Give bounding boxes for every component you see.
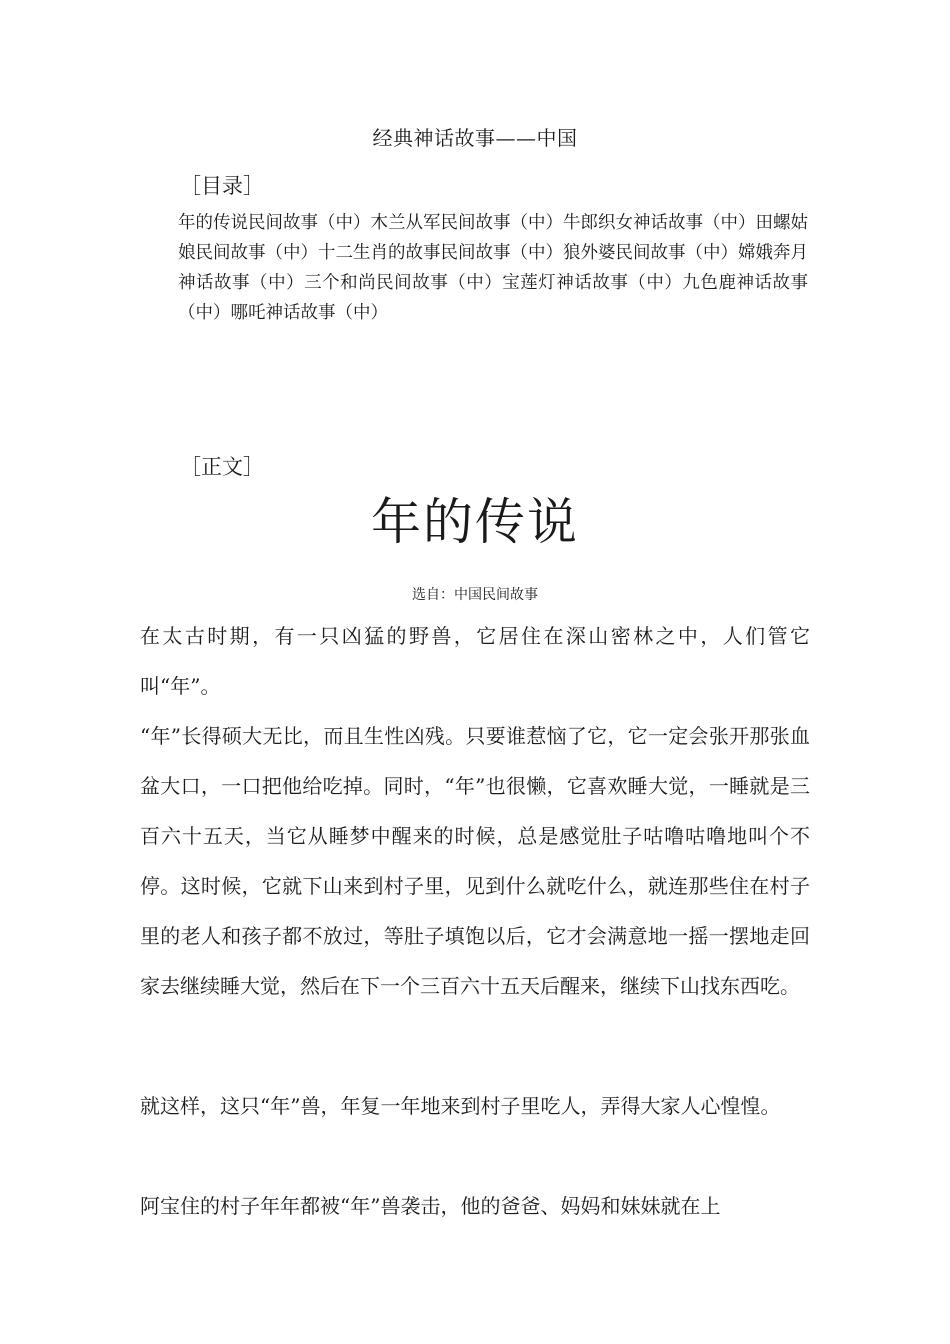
body-label: ［正文］ — [180, 455, 264, 479]
story-title: 年的传说 — [371, 493, 579, 551]
paragraph: “年”长得硕大无比，而且生性凶残。只要谁惹恼了它，它一定会张开那张血盆大口，一口把他给吃掉。同时，“年”也很懒，它喜欢睡大觉，一睡就是三百六十五天，当它从睡梦中醒来的时候，总是感觉肚子咕噜咕噜地叫个不停。这时候，它就下山来到村子里，见到什么就吃什么，就连那些住在村子里的老人和孩子都不放过，等肚子填饱以后，它才会满意地一摇一摆地走回家去继续睡大觉，然后在下一个三百六十五天后醒来，继续下山找东西吃。 — [140, 724, 810, 998]
paragraph: 阿宝住的村子年年都被“年”兽袭击，他的爸爸、妈妈和妹妹就在上 — [140, 1194, 721, 1218]
table-of-contents: 年的传说民间故事（中）木兰从军民间故事（中）牛郎织女神话故事（中）田螺姑娘民间故事（中）十二生肖的故事民间故事（中）狼外婆民间故事（中）嫦娥奔月神话故事（中）三个和尚民间故事（中）宝莲灯神话故事（中）九色鹿神话故事（中）哪吒神话故事（中） — [178, 213, 808, 323]
toc-label: ［目录］ — [180, 174, 264, 198]
document-title: 经典神话故事——中国 — [372, 126, 578, 150]
paragraph: 就这样，这只“年”兽，年复一年地来到村子里吃人，弄得大家人心惶惶。 — [140, 1094, 781, 1118]
paragraph: 在太古时期，有一只凶猛的野兽，它居住在深山密林之中，人们管它叫“年”。 — [140, 624, 810, 698]
story-source: 选自：中国民间故事 — [412, 587, 538, 603]
